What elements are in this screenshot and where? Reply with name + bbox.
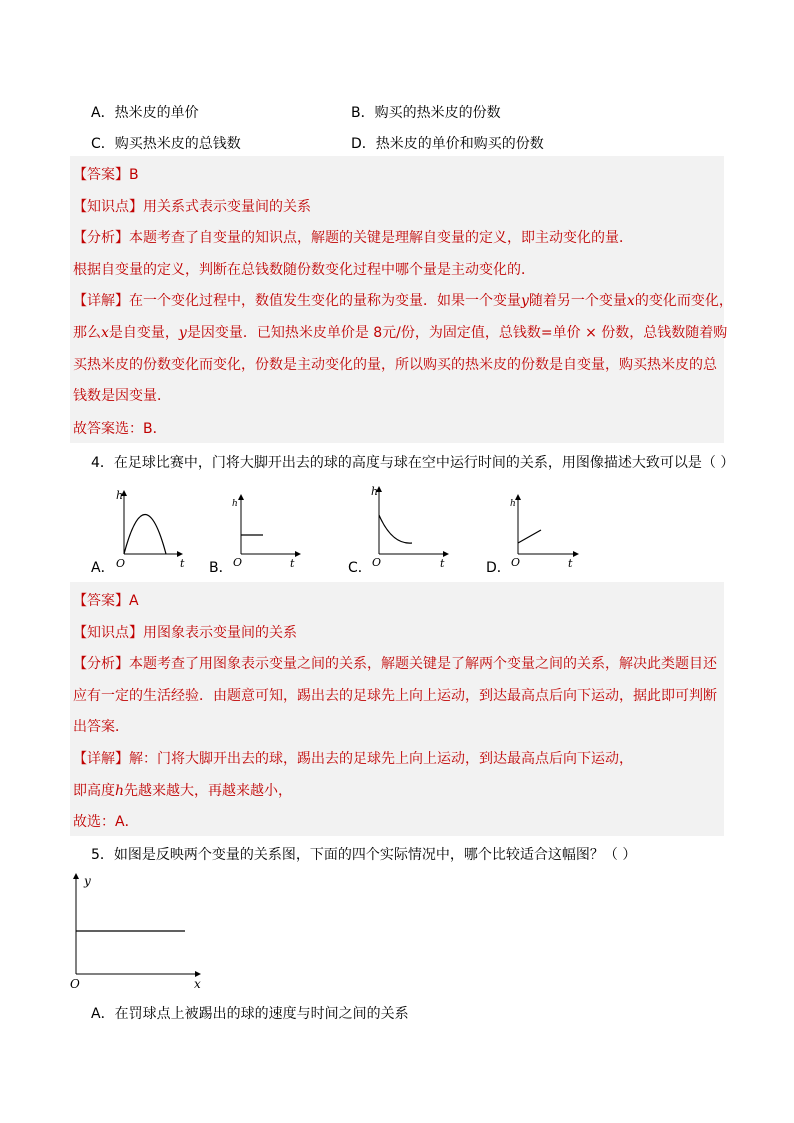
- detail-label: 【详解】: [73, 293, 129, 309]
- q3-option-d: D．热米皮的单价和购买的份数: [351, 136, 544, 152]
- q4-answer-line: [73, 590, 139, 610]
- knowledge-label: 【知识点】: [73, 199, 143, 215]
- var-y: y: [178, 325, 187, 341]
- q4-detail-line-1: [73, 748, 633, 768]
- q4-graph-b: [232, 497, 298, 570]
- q5-option-a: A．在罚球点上被踢出的球的速度与时间之间的关系: [91, 1006, 409, 1022]
- q4-graph-label-c: C．: [348, 560, 372, 576]
- q4-knowledge-line: [73, 622, 297, 642]
- axis-label-h: h: [232, 499, 238, 509]
- q3-option-b: B．购买的热米皮的份数: [351, 105, 501, 121]
- decay-curve: [379, 515, 412, 543]
- q4-graph-label-a: A．: [91, 560, 115, 576]
- axis-label-y: y: [84, 874, 91, 888]
- knowledge-label: 【知识点】: [73, 625, 143, 641]
- q3-analysis-line-2: 根据自变量的定义，判断在总钱数随份数变化过程中哪个量是主动变化的．: [73, 262, 535, 278]
- q4-analysis-line-2: 应有一定的生活经验．由题意可知，踢出去的足球先上向上运动，到达最高点后向下运动，据此即可判断: [73, 688, 717, 704]
- q3-answer-line: [73, 164, 139, 184]
- var-y: y: [521, 293, 529, 309]
- q3-detail-line-2: [73, 322, 727, 342]
- q4-solution-block: [70, 582, 724, 836]
- axis-label-h: h: [510, 499, 516, 509]
- axis-label-o: O: [372, 556, 382, 569]
- analysis-text: 本题考查了自变量的知识点，解题的关键是理解自变量的定义，即主动变化的量．: [129, 230, 633, 246]
- axis-label-o: O: [233, 556, 243, 569]
- q3-final-answer: 故答案选：B．: [73, 421, 167, 437]
- detail-text: 先越来越大，再越来越小，: [124, 783, 293, 799]
- axis-label-o: O: [70, 977, 80, 991]
- var-x: x: [101, 325, 109, 341]
- q4-detail-line-2: [73, 780, 292, 800]
- answer-value: A: [129, 593, 139, 609]
- axis-label-t: t: [568, 557, 573, 570]
- var-x: x: [626, 293, 635, 309]
- q3-solution-block: [70, 156, 733, 443]
- q4-graph-label-d: D．: [486, 560, 511, 576]
- q4-graph-a: [116, 489, 185, 570]
- q5-stem: 5．如图是反映两个变量的关系图，下面的四个实际情况中，哪个比较适合这幅图？（ ）: [91, 847, 637, 863]
- q3-knowledge-line: [73, 196, 311, 216]
- knowledge-value: 用关系式表示变量间的关系: [143, 199, 311, 215]
- q4-graph-options: [0, 475, 794, 575]
- axis-label-t: t: [440, 557, 445, 570]
- detail-text: 那么: [73, 325, 101, 341]
- q4-graph-label-b: B．: [209, 560, 233, 576]
- sloped-segment: [518, 530, 541, 543]
- detail-text: 在一个变化过程中，数值发生变化的量称为变量．如果一个变量: [129, 293, 521, 309]
- knowledge-value: 用图象表示变量间的关系: [143, 625, 297, 641]
- detail-label: 【详解】: [73, 751, 129, 767]
- axis-label-h: h: [116, 489, 124, 502]
- detail-text: 随着另一个变量: [528, 293, 627, 309]
- q4-final-answer: 故选：A．: [73, 814, 139, 830]
- axis-label-o: O: [511, 556, 521, 569]
- axis-label-t: t: [290, 557, 295, 570]
- detail-text: 是因变量．已知热米皮单价是 8元/份，为固定值，总钱数=单价 × 份数，总钱数随着购: [186, 325, 728, 341]
- q4-graph-c: [371, 485, 446, 570]
- analysis-label: 【分析】: [73, 656, 129, 672]
- axis-label-t: t: [180, 557, 185, 570]
- q3-option-c: C．购买热米皮的总钱数: [91, 136, 241, 152]
- q3-detail-line-1: [73, 290, 733, 310]
- analysis-label: 【分析】: [73, 230, 129, 246]
- detail-text: 解：门将大脚开出去的球，踢出去的足球先上向上运动，到达最高点后向下运动，: [129, 751, 633, 767]
- q4-graph-d: [510, 497, 576, 570]
- axis-label-o: O: [116, 557, 126, 570]
- q4-stem: 4．在足球比赛中，门将大脚开出去的球的高度与球在空中运行时间的关系，用图像描述大致可以是（ ）: [91, 455, 735, 471]
- answer-value: B: [129, 167, 139, 183]
- parabola-curve: [124, 515, 166, 555]
- q4-analysis-line-3: 出答案．: [73, 719, 129, 735]
- q3-analysis-line-1: [73, 227, 633, 247]
- q4-analysis-line-1: [73, 653, 717, 673]
- axis-label-h: h: [371, 485, 379, 498]
- q3-detail-line-4: 钱数是因变量．: [73, 388, 171, 404]
- q3-detail-line-3: 买热米皮的份数变化而变化，份数是主动变化的量，所以购买的热米皮的份数是自变量，购买热米皮的总: [73, 357, 717, 373]
- var-h: h: [115, 783, 125, 799]
- detail-text: 是自变量，: [108, 325, 179, 341]
- q3-option-a: A．热米皮的单价: [91, 105, 199, 121]
- answer-label: 【答案】: [73, 593, 129, 609]
- answer-label: 【答案】: [73, 167, 129, 183]
- q5-graph: [60, 868, 220, 998]
- analysis-text: 本题考查了用图象表示变量之间的关系，解题关键是了解两个变量之间的关系，解决此类题目还: [129, 656, 717, 672]
- axis-label-x: x: [194, 977, 201, 991]
- detail-text: 的变化而变化，: [634, 293, 733, 309]
- detail-text: 即高度: [73, 783, 115, 799]
